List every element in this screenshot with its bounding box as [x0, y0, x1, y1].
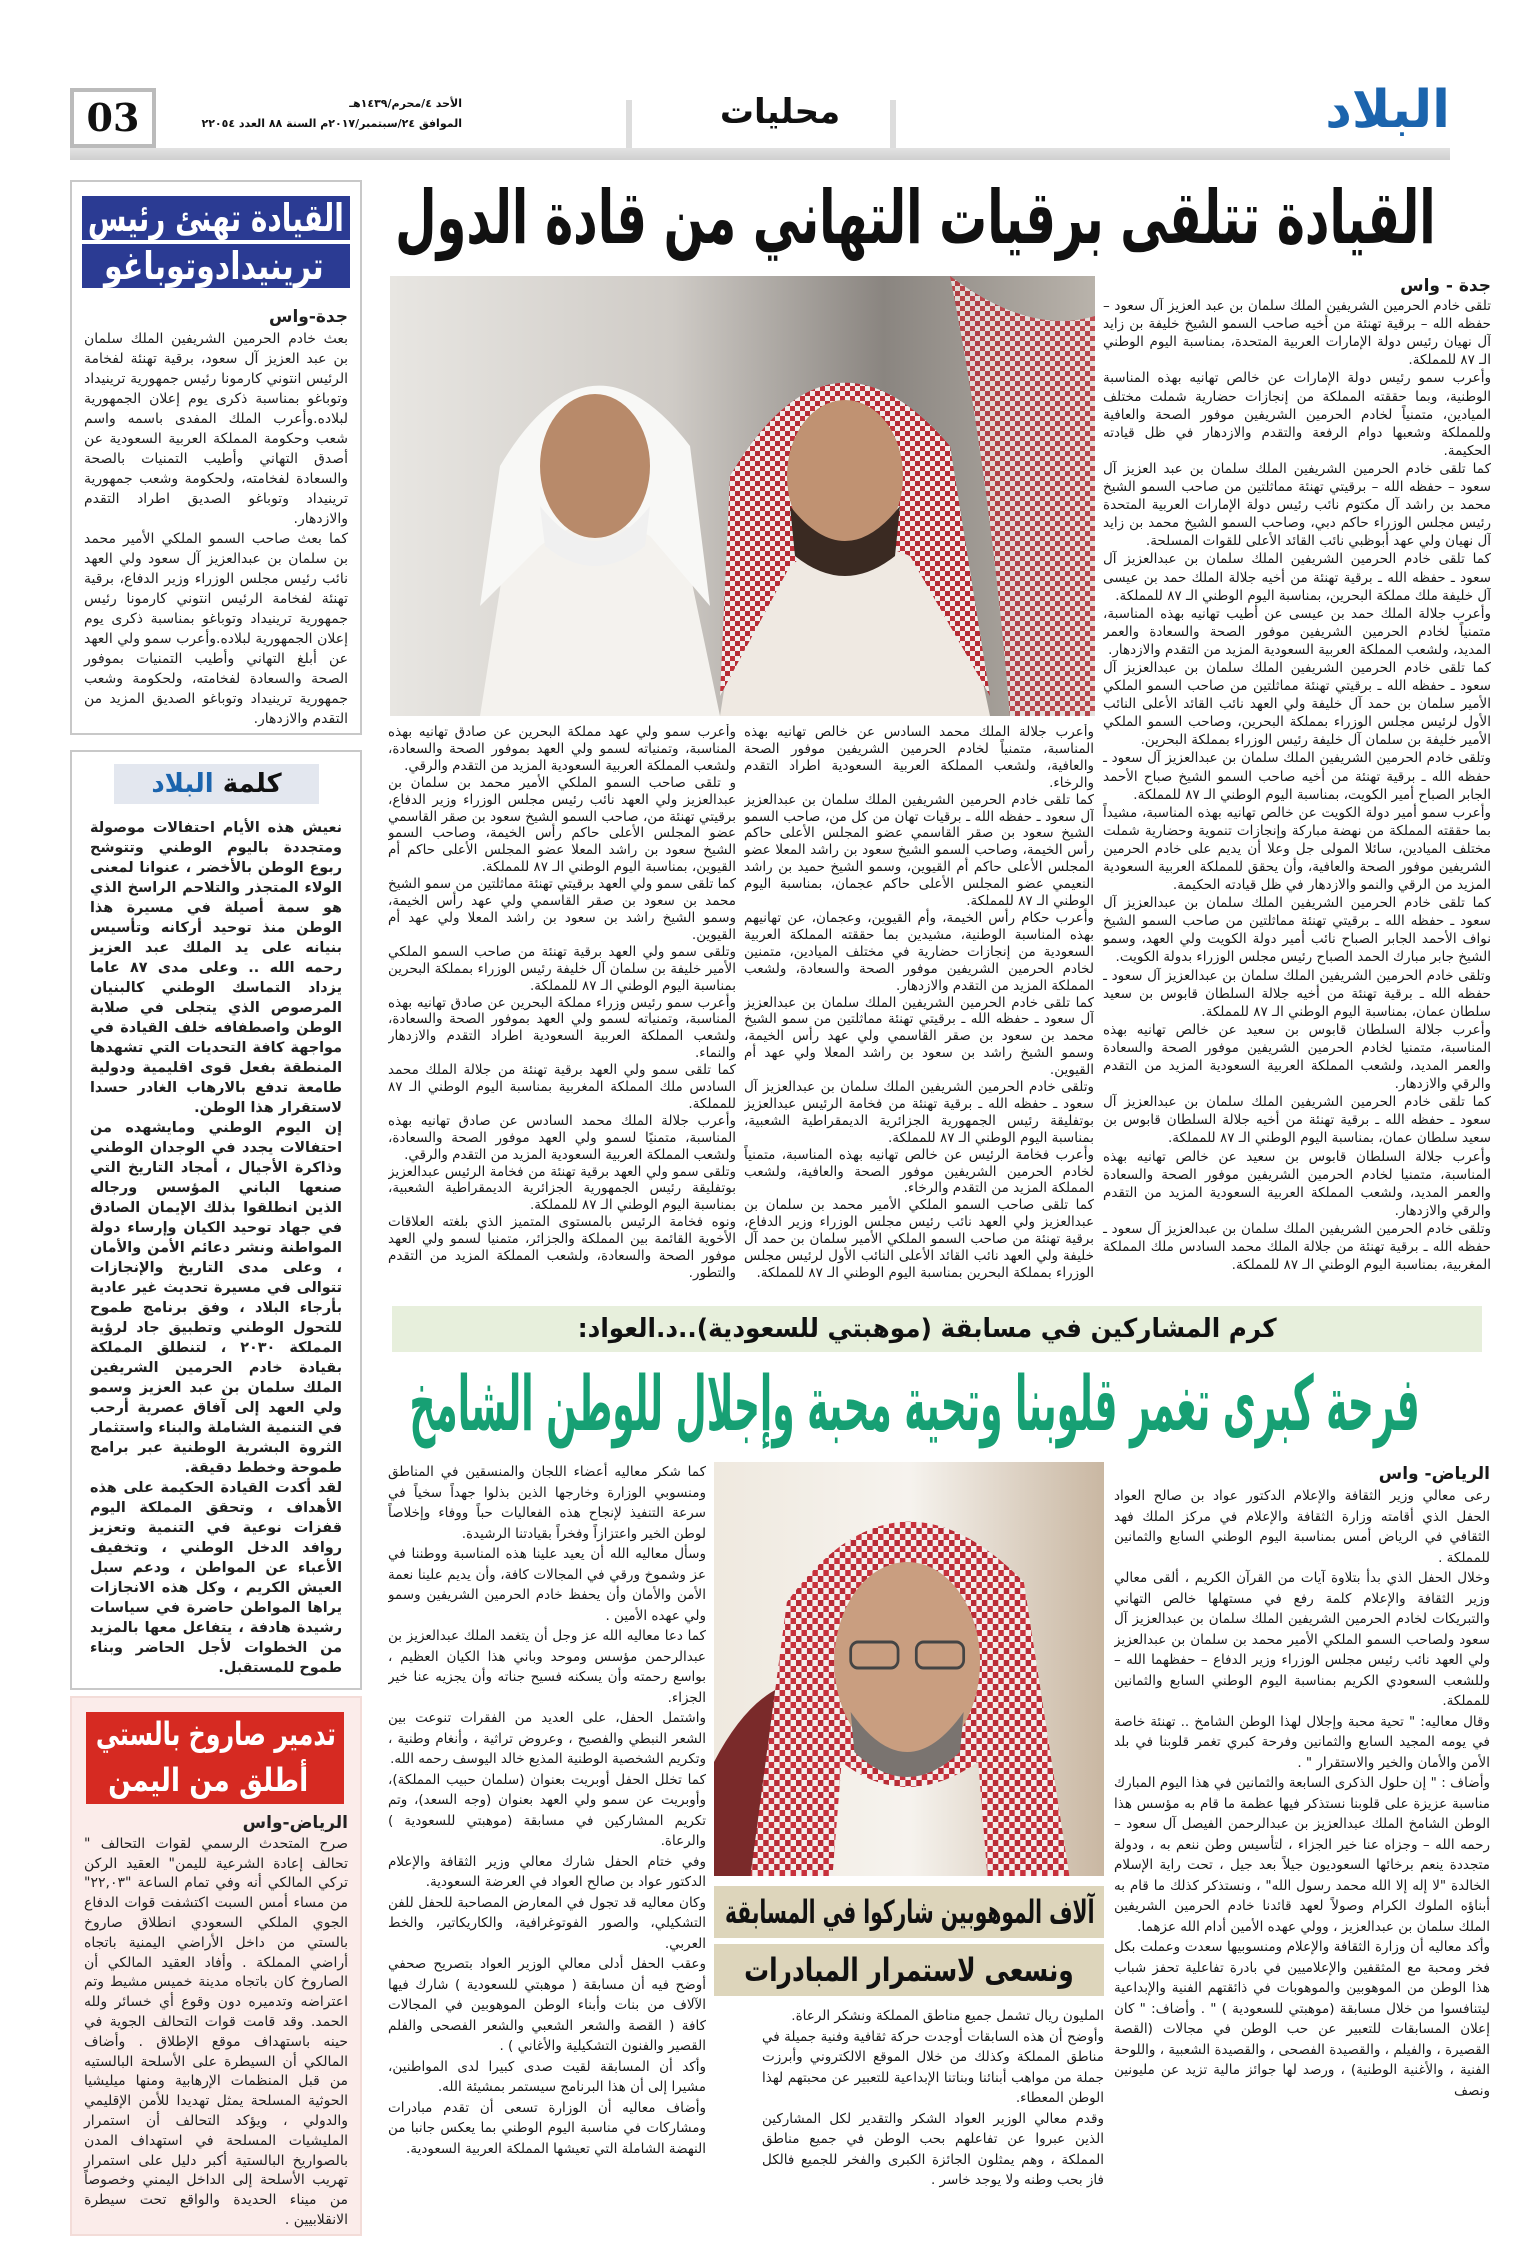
photo-king-and-crown-prince	[390, 276, 1095, 716]
paragraph: وقدم معالي الوزير العواد الشكر والتقدير لكل المشاركين الذين عبروا عن تفاعلهم بحب الوطن في جميع مناطق المملكة ، وهم يمثلون الجائزة الكبرى والفخر للجميع فالكل فاز بحب وطنه ولا يوجد خاسر .	[762, 2110, 1104, 2188]
second-article-subhead-2: ونسعى لاستمرار المبادرات	[714, 1944, 1104, 1996]
second-article-paragraphs	[388, 1462, 706, 2159]
header-rule	[70, 148, 1450, 160]
main-article-dateline: جدة - واس	[1400, 276, 1491, 296]
paragraph: وفي ختام الحفل شارك معالي وزير الثقافة والإعلام الدكتور عواد بن صالح العواد في العرضة السعودية.	[388, 1853, 706, 1890]
paragraph: كما تلقى خادم الحرمين الشريفين الملك سلمان بن عبدالعزيز آل سعود ـ حفظه الله ـ برقية تهنئة من أخيه جلالة الملك حمد بن عيسى آل خليفة ملك مملكة البحرين، بمناسبة اليوم الوطني الـ ٨٧ للمملكة.	[1103, 551, 1491, 604]
paragraph: وأعرب سمو أمير دولة الكويت عن خالص تهانيه بهذه المناسبة، مشيداً بما حققته المملكة من نهضة مباركة وإنجازات تنموية وحضارية شملت مختلف الميادين، سائلا المولى جل وعلا أن يديم على خادم الحرمين الشريفين موفور الصحة والعافية، وأن يحقق للمملكة العربية السعودية المزيد من الرقي والنمو والازدهار في ظل قيادته الحكيمة.	[1103, 804, 1491, 894]
paragraph: كما تلقى خادم الحرمين الشريفين الملك سلمان بن عبدالعزيز آل سعود ـ حفظه الله ـ برقيتي تهنئة مماثلتين من سمو الشيخ محمد بن سعود بن صقر القاسمي ولي عهد رأس الخيمة، وسمو الشيخ راشد بن سعود بن راشد المعلا ولي عهد أم القيوين.	[744, 994, 1094, 1079]
paragraph: لقد أكدت القيادة الحكيمة على هذه الأهداف ، وتحقق المملكة اليوم قفزات نوعية في التنمية وتعزيز روافد الدخل الوطني ، وتخفيف الأعباء عن المواطن ، ودعم سبل العيش الكريم ، وكل هذه الانجازات يراها المواطن حاضرة في سياسات رشيدة هادفة ، يتفاعل معها بالمزيد من الخطوات لأجل الحاضر وبناء طموح للمستقبل.	[90, 1480, 342, 1676]
paragraph: رعى معالي وزير الثقافة والإعلام الدكتور عواد بن صالح العواد الحفل الذي أقامته وزارة الثقافة والإعلام في مركز الملك فهد الثقافي في الرياض أمس بمناسبة اليوم الوطني السابع والثمانين للمملكة .	[1114, 1488, 1490, 1566]
date-hijri: الأحد ٤/محرم/١٤٣٩هـ	[349, 97, 462, 110]
second-article-subhead-1: آلاف الموهوبين شاركوا في المسابقة	[714, 1886, 1104, 1938]
paragraph: كما تلقى صاحب السمو الملكي الأمير محمد بن سلمان بن عبدالعزيز ولي العهد نائب رئيس مجلس الوزراء وزير الدفاع، برقية تهنئة من صاحب السمو الملكي الأمير سلمان بن حمد آل خليفة ولي العهد نائب القائد الأعلى النائب الأول لرئيس مجلس الوزراء بمملكة البحرين بمناسبة اليوم الوطني الـ ٨٧ للمملكة.	[744, 1197, 1094, 1281]
trinidad-paragraphs	[84, 329, 348, 729]
sidebar-missile-box	[70, 1696, 362, 2236]
paragraph: وتلقى سمو ولي العهد برقية تهنئة من صاحب السمو الملكي الأمير خليفة بن سلمان آل خليفة رئيس الوزراء بمملكة البحرين بمناسبة اليوم الوطني الـ ٨٧ للمملكة.	[388, 943, 736, 994]
paragraph: واشتمل الحفل، على العديد من الفقرات تنوعت بين الشعر النبطي والفصيح ، وعروض تراثية ، وأنغام وطنية ، وتكريم الشخصية الوطنية المذيع خالد اليوسف رحمه الله.	[388, 1710, 706, 1767]
sidebar-trinidad-box	[70, 180, 362, 735]
paragraph: وخلال الحفل الذي بدأ بتلاوة آيات من القرآن الكريم ، ألقى معالي وزير الثقافة والإعلام كلمة رفع في مستهلها خالص التهاني والتبريكات لخادم الحرمين الشريفين الملك سلمان بن عبدالعزيز آل سعود ولصاحب السمو الملكي الأمير محمد بن سلمان بن عبدالعزيز ولي العهد نائب رئيس مجلس الوزراء وزير الدفاع – حفظهما الله – وللشعب السعودي الكريم بمناسبة اليوم الوطني السابع والثمانين للمملكة.	[1114, 1570, 1490, 1709]
paragraph: المليون ريال تشمل جميع مناطق المملكة ونشكر الرعاة.	[791, 2008, 1104, 2024]
paragraph: وأعرب حكام رأس الخيمة، وأم القيوين، وعجمان، عن تهانيهم بهذه المناسبة الوطنية، مشيدين بما حققته المملكة العربية السعودية من إنجازات حضارية في مختلف الميادين، متمنين لخادم الحرمين الشريفين موفور الصحة والسعادة، ولشعب المملكة المزيد من التقدم والازدهار.	[744, 909, 1094, 994]
second-article-column-left	[388, 1462, 706, 2207]
trinidad-dateline: جدة-واس	[268, 307, 348, 327]
paragraph: كما تلقى خادم الحرمين الشريفين الملك سلمان بن عبدالعزيز آل سعود ـ حفظه الله ـ برقيتي تهنئة مماثلتين من صاحب السمو الملكي الأمير سلمان بن حمد آل خليفة ولي العهد نائب القائد الأعلى النائب الأول لرئيس مجلس الوزراء بمملكة البحرين، وصاحب السمو الملكي الأمير خليفة بن سلمان آل خليفة رئيس الوزراء بمملكة البحرين.	[1103, 659, 1491, 749]
paragraph: كما تخلل الحفل أوبريت بعنوان (سلمان حبيب المملكة)، وأوبريت عن سمو ولي العهد بعنوان (وجه السعد)، وتم تكريم المشاركين في مسابقة (موهبتي للسعودية ) والرعاة.	[388, 1771, 706, 1849]
second-article-paragraphs	[1114, 1486, 1490, 2101]
main-article-column-left	[388, 724, 736, 1284]
paragraph: وتلقى خادم الحرمين الشريفين الملك سلمان بن عبدالعزيز آل سعود ـ حفظه الله ـ برقية تهنئة من فخامة الرئيس عبدالعزيز بوتفليقة رئيس الجمهورية الجزائرية الديمقراطية الشعبية، بمناسبة اليوم الوطني الـ ٨٧ للمملكة.	[744, 1079, 1094, 1146]
paragraph: كما تلقى سمو ولي العهد برقيتي تهنئة مماثلتين من سمو الشيخ محمد بن سعود بن صقر القاسمي ولي عهد رأس الخيمة، وسمو الشيخ راشد بن سعود بن راشد المعلا ولي عهد أم القيوين.	[388, 876, 736, 943]
paragraph: وتلقى خادم الحرمين الشريفين الملك سلمان بن عبدالعزيز آل سعود ـ حفظه الله ـ برقية تهنئة من أخيه جلالة السلطان قابوس بن سعيد سلطان عمان، بمناسبة اليوم الوطني الـ ٨٧ للمملكة.	[1103, 967, 1491, 1020]
page-number: 03	[86, 95, 140, 140]
main-article-paragraphs	[744, 724, 1094, 1282]
paragraph: كما بعث صاحب السمو الملكي الأمير محمد بن سلمان بن عبدالعزيز آل سعود ولي العهد نائب رئيس مجلس الوزراء وزير الدفاع، برقية تهنئة لفخامة الرئيس انتوني كارمونا رئيس جمهورية ترينيداد وتوباغو بمناسبة ذكرى يوم إعلان الجمهورية لبلاده.وأعرب سمو ولي العهد عن أبلغ التهاني وأطيب التمنيات بموفور الصحة والسعادة لفخامته، ولحكومة وشعب جمهورية ترينيداد وتوباغو الصديق المزيد من التقدم والازدهار.	[84, 531, 348, 727]
paragraph: وأعرب سمو رئيس وزراء مملكة البحرين عن صادق تهانيه بهذه المناسبة، وتمنياته لسمو ولي العهد بموفور الصحة والسعادة، ولشعب المملكة العربية السعودية اطراد التقدم والازدهار والنماء.	[388, 994, 736, 1062]
main-article-paragraphs	[388, 724, 736, 1282]
paragraph: وقال معاليه: " تحية محبة وإجلال لهذا الوطن الشامخ .. تهنئة خاصة في يومه المجيد السابع والثمانين وفرحة كبري تغمر قلوبنا في بلد الأمن والأمان والخير والاستقرار " .	[1114, 1713, 1490, 1771]
paragraph: وأوضح أن هذه السابقات أوجدت حركة ثقافية وفنية جميلة في مناطق المملكة وكذلك من خلال الموقع الالكتروني وأبرزت جملة من مواهب أبنائنا وبناتنا الإبداعية للتعبير عن محبتهم لهذا الوطن المعطاء.	[762, 2028, 1104, 2106]
main-article-column-middle	[744, 724, 1094, 1284]
missile-headline: تدمير صاروخ بالستي أطلق من اليمن	[86, 1712, 344, 1804]
second-article-headline: فرحة كبرى تغمر قلوبنا وتحية محبة وإجلال للوطن الشامخ	[409, 1359, 1420, 1448]
kicker: كرم المشاركين في مسابقة (موهبتي للسعودية)..د.العواد:	[578, 1314, 1277, 1344]
missile-paragraphs	[84, 1835, 348, 2231]
main-article-paragraphs	[1103, 297, 1491, 1274]
paragraph: وأعرب جلالة الملك حمد بن عيسى عن أطيب تهانيه بهذه المناسبة، متمنياً لخادم الحرمين الشريفين موفور الصحة والسعادة والعمر المديد، ولشعب المملكة العربية السعودية المزيد من التقدم والازدهار.	[1103, 605, 1491, 658]
paragraph: وأعرب فخامة الرئيس عن خالص تهانيه بهذه المناسبة، متمنياً لخادم الحرمين الشريفين موفور الصحة والعافية، ولشعب المملكة المزيد من التقدم والرخاء.	[744, 1146, 1094, 1197]
second-article-column-middle	[762, 2006, 1104, 2206]
paragraph: كما تلقى خادم الحرمين الشريفين الملك سلمان بن عبدالعزيز آل سعود ـ حفظه الله ـ برقيات تهان من كل من، صاحب السمو الشيخ سعود بن صقر القاسمي عضو المجلس الأعلى حاكم رأس الخيمة، وصاحب السمو الشيخ سعود بن راشد المعلا عضو المجلس الأعلى حاكم أم القيوين، وسمو الشيخ حميد بن راشد النعيمي عضو المجلس الأعلى حاكم عجمان، بمناسبة اليوم الوطني الـ ٨٧ للمملكة.	[744, 791, 1094, 910]
paragraph: وأعرب سمو رئيس دولة الإمارات عن خالص تهانيه بهذه المناسبة الوطنية، وبما حققته المملكة من إنجازات حضارية شملت مختلف الميادين، متمنياً لخادم الحرمين الشريفين موفور الصحة والعافية وللمملكة وشعبها دوام الرفعة والتقدم والازدهار في ظل قيادته الحكيمة.	[1103, 370, 1491, 459]
paragraph: كما تلقى خادم الحرمين الشريفين الملك سلمان بن عبدالعزيز آل سعود ـ حفظه الله ـ برقية تهنئة من أخيه جلالة السلطان قابوس بن سعيد سلطان عمان، بمناسبة اليوم الوطني الـ ٨٧ للمملكة.	[1103, 1094, 1491, 1147]
paragraph: تلقى خادم الحرمين الشريفين الملك سلمان بن عبد العزيز آل سعود – حفظه الله – برقية تهنئة من أخيه صاحب السمو الشيخ خليفة بن زايد آل نهيان رئيس دولة الإمارات العربية المتحدة، بمناسبة اليوم الوطني الـ ٨٧ للمملكة.	[1103, 298, 1491, 369]
paragraph: و تلقى صاحب السمو الملكي الأمير محمد بن سلمان بن عبدالعزيز ولي العهد نائب رئيس مجلس الوزراء وزير الدفاع، برقيتي تهنئة من، صاحب السمو الشيخ سعود بن صقر القاسمي عضو المجلس الأعلى حاكم رأس الخيمة، وصاحب السمو الشيخ سعود بن راشد المعلا عضو المجلس الأعلى حاكم أم القيوين، بمناسبة اليوم الوطني الـ ٨٧ للمملكة.	[388, 774, 736, 876]
date-gregorian: الموافق ٢٤/سبتمبر/٢٠١٧م السنة ٨٨ العدد ٢٢٠٥٤	[201, 117, 462, 130]
second-article-kicker-band	[392, 1306, 1482, 1352]
section-title: محليات	[719, 92, 841, 132]
paragraph: وأعرب جلالة السلطان قابوس بن سعيد عن خالص تهانيه بهذه المناسبة، متمنيا لخادم الحرمين الشريفين موفور الصحة والسعادة والعمر المديد، ولشعب المملكة العربية السعودية المزيد من التقدم والرقي والازدهار.	[1103, 1148, 1491, 1219]
paragraph: وتلقى سمو ولي العهد برقية تهنئة من فخامة الرئيس عبدالعزيز بوتفليقة رئيس الجمهورية الجزائرية الديمقراطية الشعبية، بمناسبة اليوم الوطني الـ ٨٧ للمملكة.	[388, 1163, 736, 1214]
trinidad-headline-1: القيادة تهنئ رئيس	[82, 196, 350, 240]
second-article-dateline: الرياض- واس	[1378, 1464, 1490, 1484]
sidebar-editorial-box	[70, 750, 362, 1690]
paragraph: وتلقى خادم الحرمين الشريفين الملك سلمان بن عبدالعزيز آل سعود ـ حفظه الله ـ برقية تهنئة من جلالة الملك محمد السادس ملك المملكة المغربية، بمناسبة اليوم الوطني الـ ٨٧ للمملكة.	[1103, 1220, 1491, 1274]
paragraph: نعيش هذه الأيام احتفالات موصولة ومتجددة باليوم الوطني وتتوشح ربوع الوطن بالأخضر ، عنوانا لمعنى الولاء المتجذر والتلاحم الراسخ الذي هو سمة أصيلة في مسيرة هذا الوطن منذ توحيد أركانه وتأسيس بنيانه على يد الملك عبد العزيز رحمه الله .. وعلى مدى ٨٧ عاما يزداد التماسك الوطني كالبنيان المرصوص الذي يتجلى في صلابة الوطن واصطفافه خلف القيادة في مواجهة كافة التحديات التي تشهدها المنطقة بفعل قوى اقليمية ودولية طامعة تدفع بالارهاب الغادر حسدا لاستقرار هذا الوطن.	[90, 820, 342, 1116]
main-headline: القيادة تتلقى برقيات التهاني من قادة الدول	[395, 175, 1436, 261]
paragraph: وأضاف : " إن حلول الذكرى السابعة والثمانين في هذا اليوم المبارك مناسبة عزيزة على قلوبنا نستذكر فيها عظمة ما قام به مؤسس هذا الوطن الشامخ الملك عبدالعزيز بن عبدالرحمن الفيصل آل سعود – رحمه الله – وجزاه عنا خير الجزاء ، لتأسيس وطن ننعم به ، ودولة متجددة ينعم برخائها السعوديون جيلاً بعد جيل ، تحت راية الإسلام الخالدة "لا إله إلا الله محمد رسول الله" ، ونستذكر كذلك ما قام به أبناؤه الملوك الكرام وصولاً لعهد قائدنا خادم الحرمين الشريفين الملك سلمان بن عبدالعزيز ، وولي عهده الأمين أدام الله عزهما.	[1114, 1775, 1490, 1935]
issue-date	[162, 94, 462, 134]
main-article-column-right	[1103, 276, 1491, 1282]
page-number-box	[70, 88, 156, 148]
paragraph: وسأل معاليه الله أن يعيد علينا هذه المناسبة ووطننا في عز وشموخ ورقي في المجالات كافة، وأن يديم علينا نعمة الأمن والأمان وأن يحفظ خادم الحرمين الشريفين وسمو ولي عهده الأمين .	[388, 1546, 706, 1624]
second-article-column-right	[1114, 1462, 1490, 2207]
paragraph: وعقب الحفل أدلى معالي الوزير العواد بتصريح صحفي أوضح فيه أن مسابقة ( موهبتي للسعودية ) شارك فيها الآلاف من بنات وأبناء الوطن الموهوبين في المجالات كافة ( القصة والشعر الشعبي والشعر الفصحى والفلم القصير والفنون التشكيلية والأغاني ) .	[388, 1956, 706, 2054]
divider	[890, 100, 896, 148]
paragraph: بعث خادم الحرمين الشريفين الملك سلمان بن عبد العزيز آل سعود، برقية تهنئة لفخامة الرئيس انتوني كارمونا رئيس جمهورية ترينيداد وتوباغو بمناسبة ذكرى يوم إعلان الجمهورية لبلاده.وأعرب الملك المفدى باسمه واسم شعب وحكومة المملكة العربية السعودية عن أصدق التهاني وأطيب التمنيات بالصحة والسعادة لفخامته، ولحكومة وشعب جمهورية ترينيداد وتوباغو الصديق اطراد التقدم والازدهار.	[84, 331, 348, 527]
paragraph: وأعرب جلالة السلطان قابوس بن سعيد عن خالص تهانيه بهذه المناسبة، متمنيا لخادم الحرمين الشريفين موفور الصحة والسعادة والعمر المديد، ولشعب المملكة العربية السعودية المزيد من التقدم والرقي والازدهار.	[1103, 1021, 1491, 1093]
masthead	[70, 80, 1516, 160]
paragraph: كما تلقى سمو ولي العهد برقية تهنئة من جلالة الملك محمد السادس ملك المملكة المغربية بمناسبة اليوم الوطني الـ ٨٧ للمملكة.	[388, 1062, 736, 1112]
paragraph: وأعرب جلالة الملك محمد السادس عن صادق تهانيه بهذه المناسبة، متمنيًا لسمو ولي العهد موفور الصحة والسعادة، ولشعب المملكة العربية السعودية المزيد من التقدم والرقي.	[388, 1112, 736, 1163]
paragraph: وتلقى خادم الحرمين الشريفين الملك سلمان بن عبدالعزيز آل سعود ـ حفظه الله ـ برقية تهنئة من أخيه صاحب السمو الشيخ صباح الأحمد الجابر الصباح أمير الكويت، بمناسبة اليوم الوطني الـ ٨٧ للمملكة.	[1103, 750, 1491, 803]
missile-dateline: الرياض-واس	[242, 1813, 348, 1833]
photo-minister-awwad	[714, 1462, 1104, 1876]
divider	[626, 100, 632, 148]
paragraph: صرح المتحدث الرسمي لقوات التحالف " تحالف إعادة الشرعية لليمن" العقيد الركن تركي المالكي أنه وفي تمام الساعة "٢٢,٠٣" من مساء أمس السبت اكتشفت قوات الدفاع الجوي الملكي السعودي انطلاق صاروخ بالستي من داخل الأراضي اليمنية باتجاه أراضي المملكة . وأفاد العقيد المالكي أن الصاروخ كان باتجاه مدينة خميس مشيط وتم اعتراضه وتدميره دون وقوع أي خسائر ولله الحمد. وقد قامت قوات التحالف الجوية في حينه باستهداف موقع الإطلاق . وأضاف المالكي أن السيطرة على الأسلحة البالستيه من قبل المنظمات الإرهابية ومنها ميليشيا الحوثية المسلحة يمثل تهديدا للأمن الإقليمي والدولي ، ويؤكد التحالف أن استمرار المليشيات المسلحة في استهداف المدن بالصواريخ البالستية أكبر دليل على استمرار تهريب الأسلحة إلى الداخل اليمني وخصوصاً من ميناء الحديدة والواقع تحت سيطرة الانقلابيين .	[84, 1835, 348, 2228]
paragraph: كما تلقى خادم الحرمين الشريفين الملك سلمان بن عبد العزيز آل سعود – حفظه الله – برقيتي تهنئة مماثلتين من صاحب السمو الشيخ محمد بن راشد آل مكتوم نائب رئيس دولة الإمارات العربية المتحدة رئيس مجلس الوزراء حاكم دبي، وصاحب السمو الشيخ محمد بن زايد آل نهيان ولي عهد أبوظبي نائب القائد الأعلى للقوات المسلحة.	[1103, 460, 1491, 550]
newspaper-logo: البلاد	[1325, 80, 1450, 140]
editorial-title: كلمة البلاد	[114, 764, 319, 804]
paragraph: ونوه فخامة الرئيس بالمستوى المتميز الذي بلغته العلاقات الأخوية القائمة بين المملكة والجزائر، متمنيا لسمو ولي العهد موفور الصحة والسعادة، ولشعب المملكة المزيد من التقدم والتطور.	[388, 1214, 736, 1281]
paragraph: وكان معاليه قد تجول في المعارض المصاحبة للحفل للفن التشكيلي، والصور الفوتوغرافية، والكاريكاتير، والخط العربي.	[388, 1894, 706, 1952]
paragraph: وأضاف معاليه أن الوزارة تسعى أن تقدم مبادرات ومشاركات في مناسبة اليوم الوطني بما يعكس جانبا من النهضة الشاملة التي تعيشها المملكة العربية السعودية.	[388, 2099, 706, 2157]
paragraph: وأكد معاليه أن وزارة الثقافة والإعلام ومنسوبيها سعدت وعملت بكل فخر ومحبة مع المثقفين والإعلاميين في بادرة تفاعلية تحفز شباب هذا الوطن من الموهوبين والموهوبات في ذائقتهم الفنية والإبداعية ليتنافسوا من خلال مسابقة (موهبتي للسعودية ) " . وأضاف: " كان إعلان المسابقات للتعبير عن حب الوطن في مجالات (القصة القصيرة ، والفيلم ، والقصيدة الفصحى ، والقصيدة الشعبية ، واللوحة الفنية ، والأغنية الوطنية) ، ورصد لها جوائز مالية تزيد عن مليونين ونصف	[1114, 1939, 1490, 2099]
paragraph: وأعرب جلالة الملك محمد السادس عن خالص تهانيه بهذه المناسبة، متمنياً لخادم الحرمين الشريفين موفور الصحة والعافية، ولشعب المملكة العربية السعودية اطراد التقدم والرخاء.	[744, 724, 1094, 791]
paragraph: كما شكر معاليه أعضاء اللجان والمنسقين في المناطق ومنسوبي الوزارة وخارجها الذين بذلوا جهداً سخياً في سرعة التنفيذ لإنجاح هذه الفعاليات حباً ووفاء وإخلاصاً لوطن الخير واعتزازاً وفخراً بقيادتنا الرشيدة.	[388, 1464, 706, 1542]
paragraph: كما تلقى خادم الحرمين الشريفين الملك سلمان بن عبدالعزيز آل سعود ـ حفظه الله ـ برقيتي تهنئة مماثلتين من صاحب السمو الشيخ نواف الأحمد الجابر الصباح نائب أمير دولة الكويت ولي العهد، وسمو الشيخ جابر مبارك الحمد الصباح رئيس مجلس الوزراء بدولة الكويت.	[1103, 895, 1491, 966]
paragraph: وأعرب سمو ولي عهد مملكة البحرين عن صادق تهانيه بهذه المناسبة، وتمنياته لسمو ولي العهد بموفور الصحة والسعادة، ولشعب المملكة العربية السعودية المزيد من التقدم والرقي.	[388, 724, 736, 774]
editorial-paragraphs	[90, 818, 342, 1678]
paragraph: وأكد أن المسابقة لقيت صدى كبيرا لدى المواطنين، مشيرا إلى أن هذا البرنامج سيستمر بمشيئة الله.	[388, 2058, 706, 2095]
second-article-paragraphs	[762, 2006, 1104, 2191]
paragraph: إن اليوم الوطني ومايشهده من احتفالات يجدد في الوجدان الوطني وذاكرة الأجيال ، أمجاد التاريخ التي صنعها الباني المؤسس ورجاله الذين انطلقوا بذلك الإيمان الصادق في جهاد توحيد الكيان وإرساء دولة المواطنة ونشر دعائم الأمن والأمان ، وعلى مدى التاريخ والإنجازات تتوالى في مسيرة تحديث غير عادية بأرجاء البلاد ، وفق برنامج طموح للتحول الوطني وتطبيق جاد لرؤية المملكة ٢٠٣٠ ، لتنطلق المملكة بقيادة خادم الحرمين الشريفين الملك سلمان بن عبد العزيز وسمو ولي العهد إلى آفاق عصرية أرحب في التنمية الشاملة والبناء واستثمار الثروة البشرية الوطنية عبر برامج طموحة وخطط دقيقة.	[90, 1120, 342, 1476]
trinidad-headline-2: ترينيدادوتوباغو	[82, 244, 350, 288]
paragraph: كما دعا معاليه الله عز وجل أن يتغمد الملك عبدالعزيز بن عبدالرحمن مؤسس وموحد وباني هذا الكيان العظيم ، بواسع رحمته وأن يسكنه فسيح جناته وأن يجزيه عنا خير الجزاء.	[388, 1628, 706, 1706]
